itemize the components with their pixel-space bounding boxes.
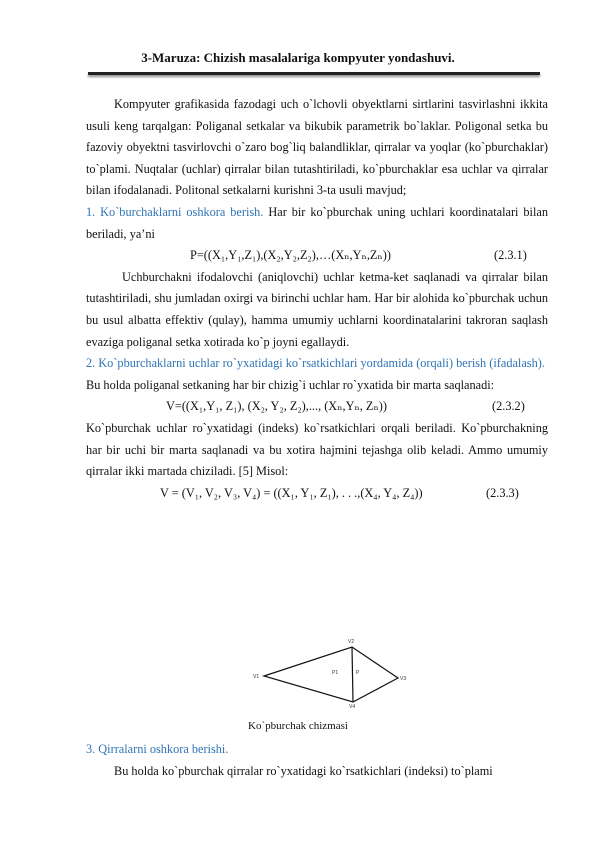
equation-formula: P=((X₁,Y₁,Z₁),(X₂,Y₂,Z₂),…(Xₙ,Yₙ,Zₙ)) [190, 248, 391, 263]
vertex-label-v4: V4 [349, 704, 356, 708]
vertex-label-v2: V2 [348, 639, 355, 645]
figure-caption: Ko`pburchak chizmasi [248, 720, 348, 732]
equation-formula: V = (V₁, V₂, V₃, V₄) = ((X₁, Y₁, Z₁), . . .,(X₄, Y₄, Z₄)) [160, 485, 423, 500]
paragraph-method-2: Bu holda poliganal setkaning har bir chizig`i uchlar ro`yxatida bir marta saqlanadi: [86, 377, 495, 392]
body-text-bottom [86, 739, 548, 782]
polygon-outline [264, 647, 398, 702]
equation-formula: V=((X₁,Y₁, Z₁), (X₂, Y₂, Z₂),..., (Xₙ,Yₙ, Zₙ)) [166, 399, 387, 414]
method-1 [86, 202, 548, 245]
polygon-figure [252, 636, 412, 708]
equation-2-3-3 [86, 483, 548, 505]
equation-number: (2.3.1) [494, 248, 527, 263]
title-underline [88, 72, 540, 75]
method-3-heading: 3. Qirralarni oshkora berishi. [86, 742, 229, 756]
vertex-label-v1: V1 [253, 674, 260, 680]
paragraph-intro: Kompyuter grafikasida fazodagi uch o`lchovli obyektlarni sirtlarini tasvirlashni ikkita usuli keng tarqalgan: Poliganal setkalar va bikubik parametrik bo`laklar. Poligonal setka bu fazoviy obyektni tasvirlovchi o`zaro bog`liq balandliklar, qirralar va yoqlar (ko`pburchaklar) to`plami. Nuqtalar (uchlar) qirralar bilan tutashtiriladi, ko`pburchaklar esa uchlar va qirralar bilan ifodalanadi. Politonal setkalarni kurishni 3-ta usuli mavjud; [86, 97, 548, 198]
method-2-heading: 2. Ko`pburchaklarni uchlar ro`yxatidagi ko`rsatkichlari yordamida (orqali) berish (ifadalash). [86, 356, 545, 371]
page-title: 3-Maruza: Chizish masalalariga kompyuter yondashuvi. [141, 50, 455, 65]
polygon-label-p1: P1 [332, 670, 339, 676]
equation-2-3-1 [86, 245, 548, 267]
vertex-label-v3: V3 [400, 676, 407, 682]
equation-number: (2.3.3) [486, 485, 519, 500]
paragraph-method-3: Bu holda ko`pburchak qirralar ro`yxatidagi ko`rsatkichlari (indeksi) to`plami [114, 763, 493, 778]
equation-2-3-2 [86, 396, 548, 418]
paragraph-method-1-detail: Uchburchakni ifodalovchi (aniqlovchi) uchlar ketma-ket saqlanadi va qirralar bilan tutashtiriladi, shu jumladan oxirgi va birinchi uchlar ham. Har bir alohida ko`pburchak uchun bu usul albatta effektiv (qulay), hamma umumiy uchlarni koordinatalarini takroran saqlash evaziga poliganal setka xotirada ko`p joyni egallaydi. [86, 269, 548, 349]
polygon-diagonal [352, 647, 353, 702]
method-1-text: Har bir ko`pburchak uning uchlari koordinatalari bilan beriladi, ya’ni [86, 204, 548, 241]
method-1-heading: 1. Ko`burchaklarni oshkora berish. [86, 204, 264, 219]
equation-number: (2.3.2) [492, 399, 525, 414]
body-text [86, 94, 548, 504]
polygon-label-p2: P [356, 670, 360, 676]
paragraph-method-2-detail: Ko`pburchak uchlar ro`yxatidagi (indeks) ko`rsatkichlari orqali beriladi. Ko`pburchakning har bir uchi bir marta saqlanadi va bu xotira hajmini tejashga olib keladi. Ammo umumiy qirralar ikki martada chiziladi. [5] Misol: [86, 420, 548, 479]
